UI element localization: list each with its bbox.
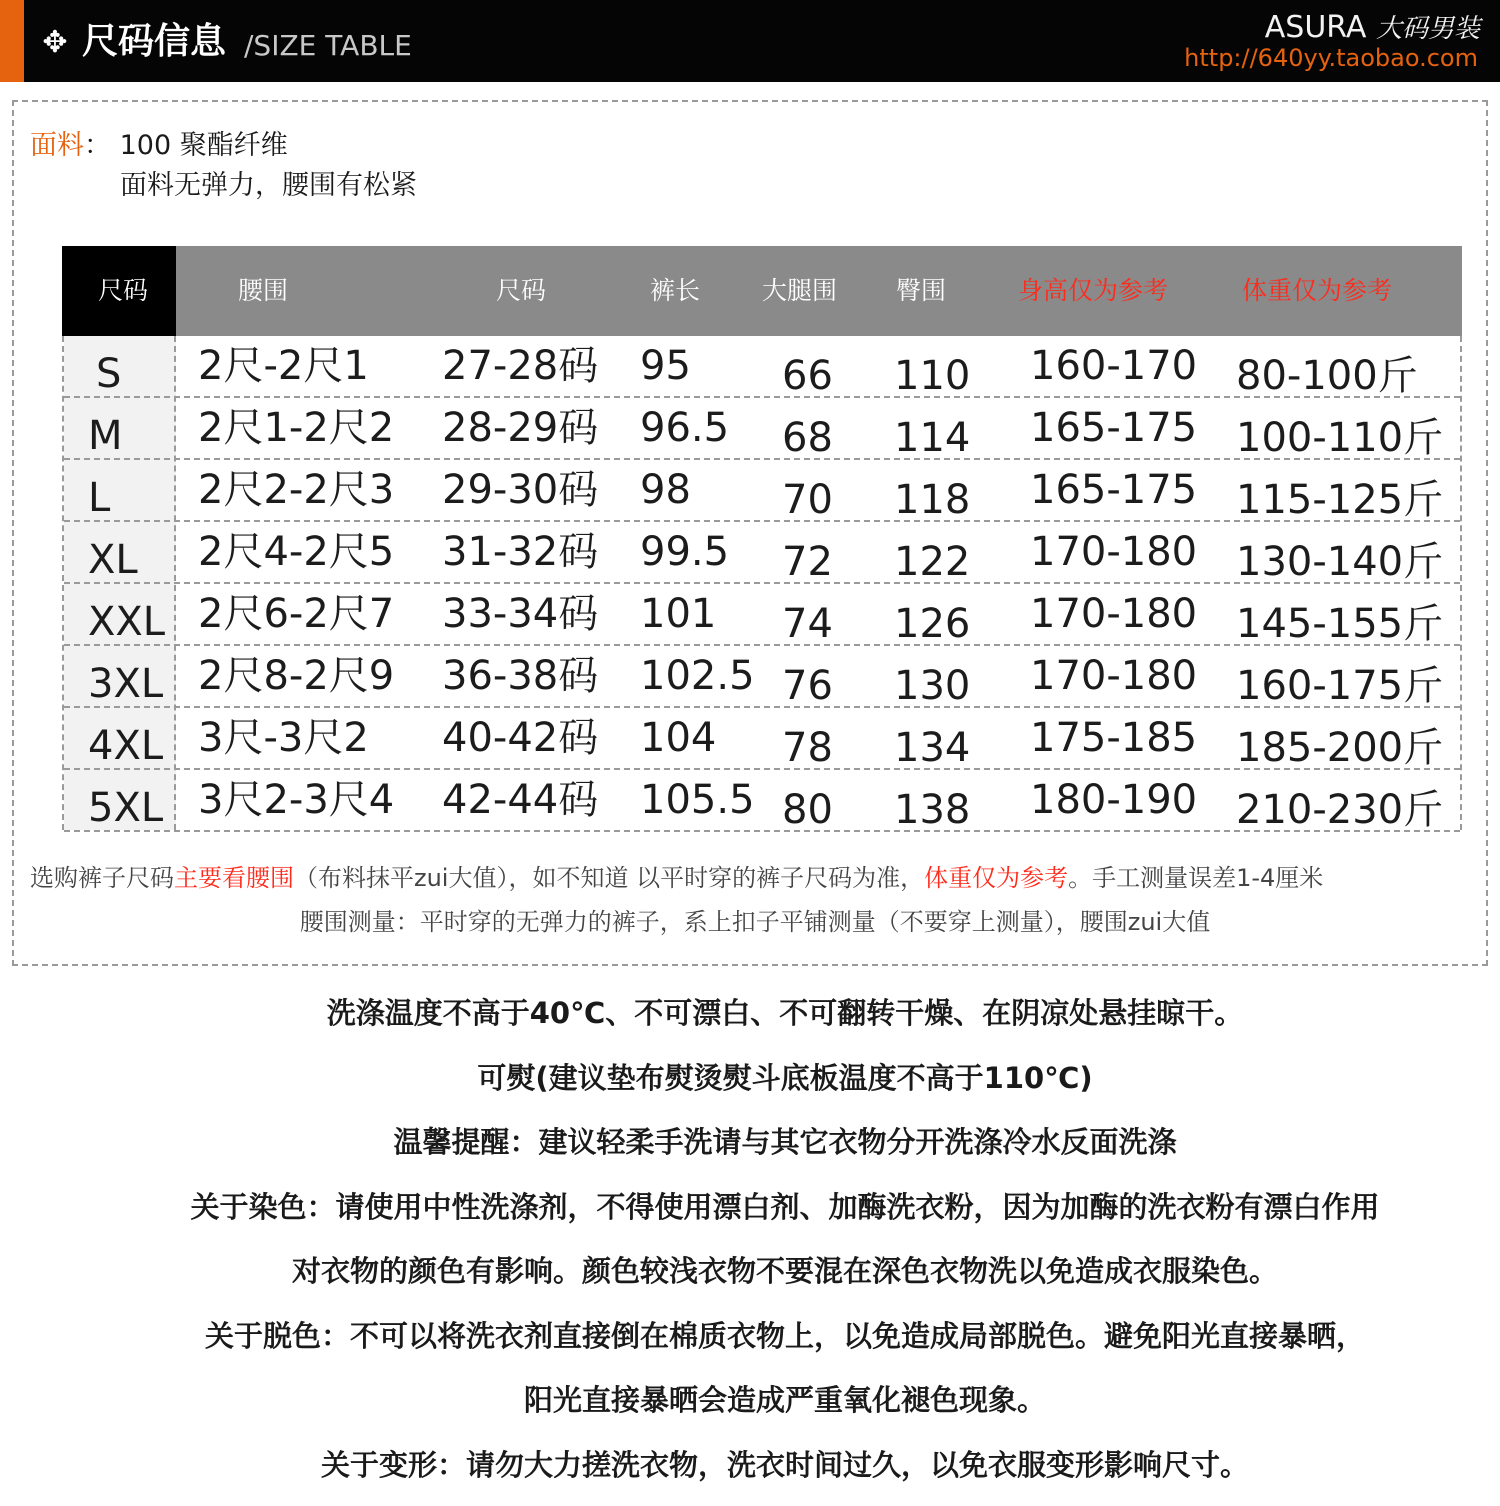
length-cell: 99.5: [640, 522, 729, 582]
hip-cell: 126: [894, 594, 970, 654]
length-cell: 105.5: [640, 770, 755, 830]
size-cell: 4XL: [88, 716, 163, 776]
weight-cell: 100-110斤: [1236, 408, 1443, 468]
store-url-link[interactable]: http://640yy.taobao.com: [1184, 44, 1478, 72]
waist-measure-note: 腰围测量：平时穿的无弹力的裤子，系上扣子平铺测量（不要穿上测量），腰围zui大值: [0, 904, 1500, 940]
brand-logo: [1265, 10, 1480, 47]
thigh-cell: 70: [782, 470, 833, 530]
weight-cell: 80-100斤: [1236, 346, 1418, 406]
table-row: [64, 584, 1460, 646]
sizing-note-highlight: 体重仅为参考: [924, 864, 1068, 892]
height-cell: 170-180: [1030, 584, 1197, 644]
waist-cell: 2尺4-2尺5: [198, 522, 394, 582]
weight-cell: 185-200斤: [1236, 718, 1443, 778]
table-row: [64, 708, 1460, 770]
thigh-cell: 68: [782, 408, 833, 468]
care-line: 可熨(建议垫布熨烫熨斗底板温度不高于110℃): [0, 1055, 1500, 1120]
care-line: 关于变形：请勿大力搓洗衣物，洗衣时间过久，以免衣服变形影响尺寸。: [0, 1442, 1500, 1506]
hip-cell: 118: [894, 470, 970, 530]
pants-size-cell: 27-28码: [442, 336, 598, 396]
pants-size-cell: 29-30码: [442, 460, 598, 520]
hip-cell: 138: [894, 780, 970, 840]
height-cell: 165-175: [1030, 460, 1197, 520]
weight-cell: 210-230斤: [1236, 780, 1443, 840]
thigh-cell: 74: [782, 594, 833, 654]
table-header: [62, 246, 1462, 336]
column-header: 腰围: [238, 246, 288, 336]
column-header: 尺码: [98, 246, 148, 336]
length-cell: 104: [640, 708, 716, 768]
weight-cell: 115-125斤: [1236, 470, 1443, 530]
height-cell: 165-175: [1030, 398, 1197, 458]
size-cell: XXL: [88, 592, 165, 652]
height-cell: 180-190: [1030, 770, 1197, 830]
weight-cell: 160-175斤: [1236, 656, 1443, 716]
waist-cell: 3尺2-3尺4: [198, 770, 394, 830]
thigh-cell: 72: [782, 532, 833, 592]
care-line: 关于脱色：不可以将洗衣剂直接倒在棉质衣物上，以免造成局部脱色。避免阳光直接暴晒，: [0, 1313, 1500, 1378]
page-subtitle: /SIZE TABLE: [244, 28, 412, 64]
four-point-star-icon: ✥: [38, 26, 72, 60]
length-cell: 96.5: [640, 398, 729, 458]
column-header: 体重仅为参考: [1242, 246, 1392, 336]
length-cell: 101: [640, 584, 716, 644]
sizing-note-part: （布料抹平zui大值），如不知道 以平时穿的裤子尺码为准，: [294, 864, 924, 892]
fabric-label: 面料: [30, 130, 84, 161]
height-cell: 170-180: [1030, 646, 1197, 706]
fabric-colon: ：: [84, 130, 111, 161]
sizing-note: [30, 860, 1480, 896]
length-cell: 95: [640, 336, 691, 396]
height-cell: 160-170: [1030, 336, 1197, 396]
header-accent-stripe: [0, 0, 24, 82]
fabric-value: 100 聚酯纤维: [120, 130, 288, 161]
weight-cell: 130-140斤: [1236, 532, 1443, 592]
fabric-note: 面料无弹力，腰围有松紧: [120, 166, 417, 206]
waist-cell: 2尺6-2尺7: [198, 584, 394, 644]
length-cell: 102.5: [640, 646, 755, 706]
hip-cell: 114: [894, 408, 970, 468]
column-header: 尺码: [496, 246, 546, 336]
column-header: 裤长: [650, 246, 700, 336]
care-line: 关于染色：请使用中性洗涤剂，不得使用漂白剂、加酶洗衣粉，因为加酶的洗衣粉有漂白作用: [0, 1184, 1500, 1249]
table-row: [64, 398, 1460, 460]
height-cell: 175-185: [1030, 708, 1197, 768]
care-line: 阳光直接暴晒会造成严重氧化褪色现象。: [0, 1377, 1500, 1442]
hip-cell: 110: [894, 346, 970, 406]
table-row: [64, 522, 1460, 584]
pants-size-cell: 33-34码: [442, 584, 598, 644]
column-header: 大腿围: [762, 246, 837, 336]
hip-cell: 134: [894, 718, 970, 778]
waist-cell: 2尺2-2尺3: [198, 460, 394, 520]
thigh-cell: 80: [782, 780, 833, 840]
height-cell: 170-180: [1030, 522, 1197, 582]
hip-cell: 130: [894, 656, 970, 716]
table-row: [64, 460, 1460, 522]
waist-cell: 2尺8-2尺9: [198, 646, 394, 706]
length-cell: 98: [640, 460, 691, 520]
brand-tagline: 大码男装: [1376, 14, 1480, 44]
waist-cell: 2尺1-2尺2: [198, 398, 394, 458]
table-body: [62, 336, 1462, 830]
waist-cell: 3尺-3尺2: [198, 708, 369, 768]
care-line: 对衣物的颜色有影响。颜色较浅衣物不要混在深色衣物洗以免造成衣服染色。: [0, 1248, 1500, 1313]
table-row: [64, 770, 1460, 832]
hip-cell: 122: [894, 532, 970, 592]
fabric-info: [30, 126, 288, 166]
page-title: 尺码信息: [82, 18, 226, 66]
pants-size-cell: 36-38码: [442, 646, 598, 706]
thigh-cell: 76: [782, 656, 833, 716]
waist-cell: 2尺-2尺1: [198, 336, 369, 396]
column-header: 身高仅为参考: [1018, 246, 1168, 336]
care-line: 洗涤温度不高于40℃、不可漂白、不可翻转干燥、在阴凉处悬挂晾干。: [0, 990, 1500, 1055]
thigh-cell: 78: [782, 718, 833, 778]
size-cell: 3XL: [88, 654, 163, 714]
column-header: 臀围: [896, 246, 946, 336]
pants-size-cell: 28-29码: [442, 398, 598, 458]
thigh-cell: 66: [782, 346, 833, 406]
pants-size-cell: 40-42码: [442, 708, 598, 768]
size-table: [62, 246, 1462, 830]
sizing-note-part: 。手工测量误差1-4厘米: [1068, 864, 1323, 892]
pants-size-cell: 31-32码: [442, 522, 598, 582]
size-cell: 5XL: [88, 778, 163, 838]
brand-name: ASURA: [1265, 10, 1367, 45]
header-bar: [0, 0, 1500, 82]
table-row: [64, 336, 1460, 398]
size-cell: XL: [88, 530, 138, 590]
size-cell: M: [88, 406, 123, 466]
care-line: 温馨提醒：建议轻柔手洗请与其它衣物分开洗涤冷水反面洗涤: [0, 1119, 1500, 1184]
size-cell: S: [96, 344, 121, 404]
sizing-note-part: 选购裤子尺码: [30, 864, 174, 892]
table-row: [64, 646, 1460, 708]
weight-cell: 145-155斤: [1236, 594, 1443, 654]
pants-size-cell: 42-44码: [442, 770, 598, 830]
sizing-note-highlight: 主要看腰围: [174, 864, 294, 892]
size-cell: L: [88, 468, 110, 528]
care-instructions: [0, 990, 1500, 1506]
